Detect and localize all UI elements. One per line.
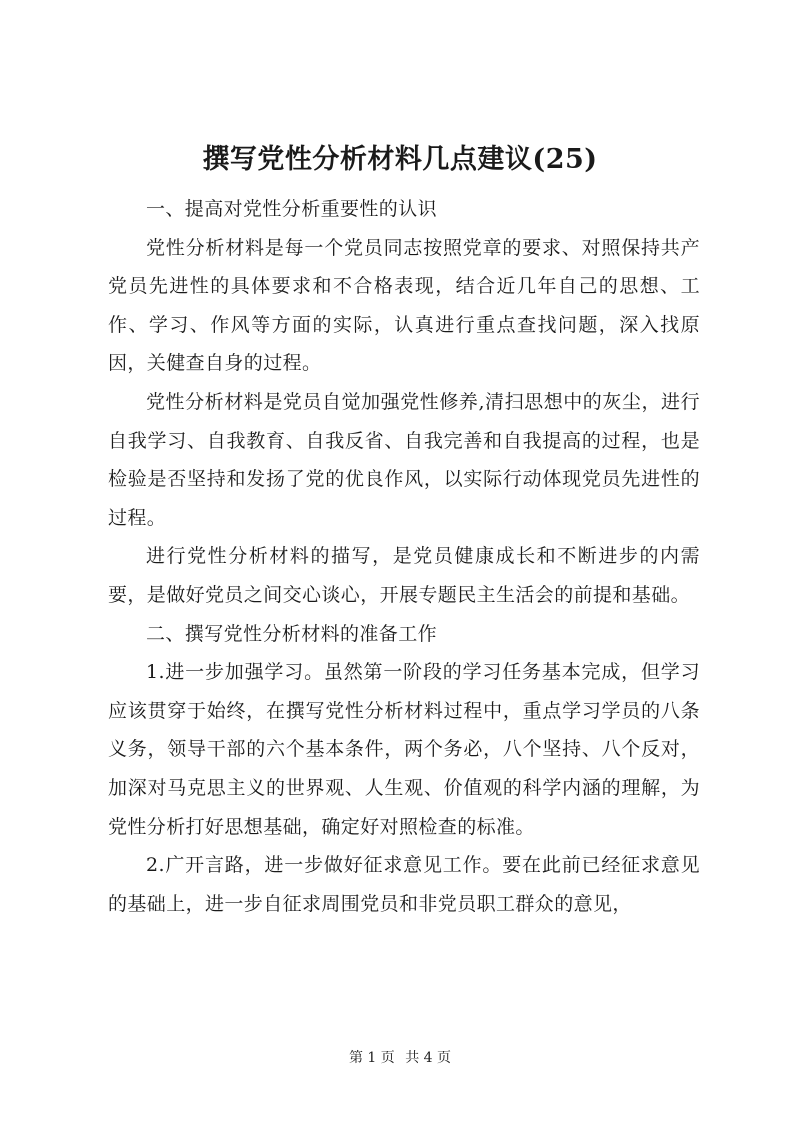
page-number: 第 1 页 <box>348 1050 395 1066</box>
paragraph: 党性分析材料是党员自觉加强党性修养,清扫思想中的灰尘，进行自我学习、自我教育、自我反省、自我完善和自我提高的过程，也是检验是否坚持和发扬了党的优良作风，以实际行动体现党员先进性的过程。 <box>108 390 700 529</box>
paragraph: 党性分析材料是每一个党员同志按照党章的要求、对照保持共产党员先进性的具体要求和不合格表现，结合近几年自己的思想、工作、学习、作风等方面的实际，认真进行重点查找问题，深入找原因，关健查自身的过程。 <box>108 236 700 375</box>
page-footer <box>0 1048 800 1068</box>
paragraph: 1.进一步加强学习。虽然第一阶段的学习任务基本完成，但学习应该贯穿于始终，在撰写党性分析材料过程中，重点学习学员的八条义务，领导干部的六个基本条件，两个务必，八个坚持、八个反对，加深对马克思主义的世界观、人生观、价值观的科学内涵的理解，为党性分析打好思想基础，确定好对照检查的标准。 <box>108 661 700 838</box>
paragraph: 进行党性分析材料的描写，是党员健康成长和不断进步的内需要，是做好党员之间交心谈心，开展专题民主生活会的前提和基础。 <box>108 545 700 606</box>
page-total: 共 4 页 <box>405 1050 452 1066</box>
document-title: 撰写党性分析材料几点建议(25) <box>202 144 598 175</box>
document-body <box>108 190 700 923</box>
section-heading: 二、撰写党性分析材料的准备工作 <box>146 622 438 645</box>
paragraph: 2.广开言路，进一步做好征求意见工作。要在此前已经征求意见的基础上，进一步自征求周围党员和非党员职工群众的意见， <box>108 854 700 915</box>
section-heading: 一、提高对党性分析重要性的认识 <box>146 198 438 220</box>
